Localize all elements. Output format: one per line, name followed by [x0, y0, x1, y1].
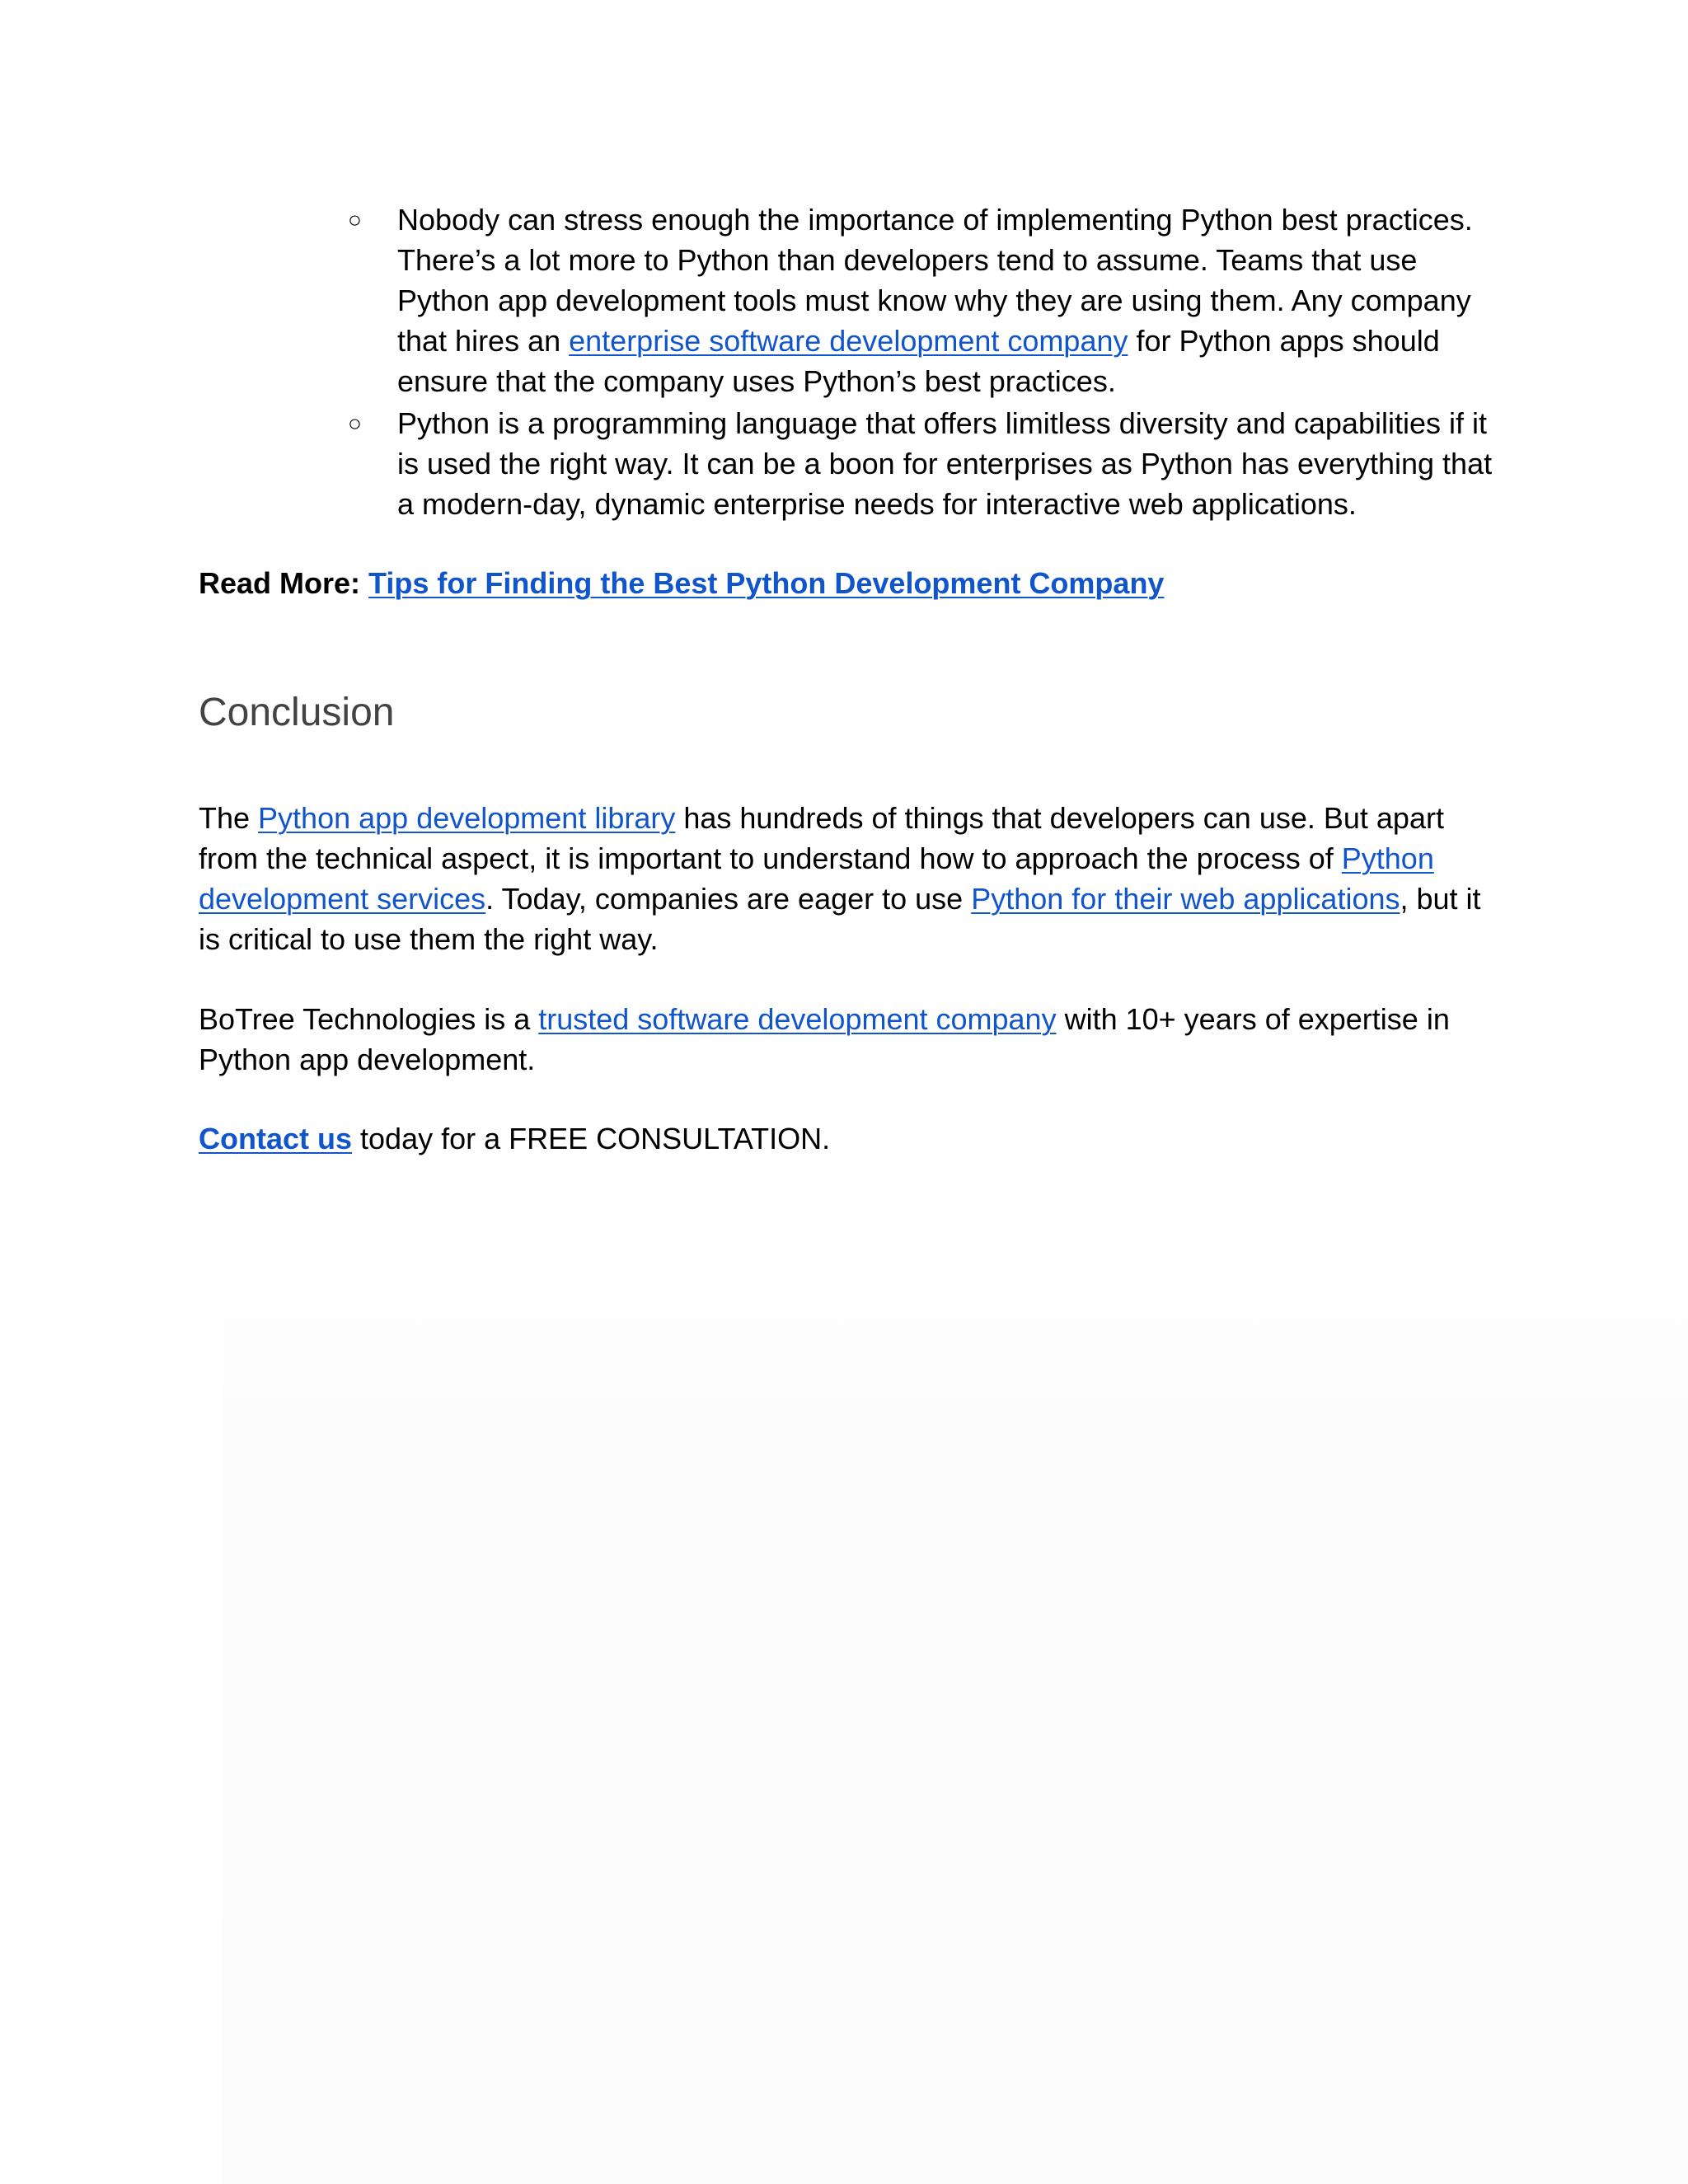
python-services-link[interactable]: Python development services: [199, 841, 1434, 916]
contact-us-link[interactable]: Contact us: [199, 1122, 353, 1155]
company-paragraph: [199, 999, 1501, 1080]
conclusion-paragraph: [199, 798, 1501, 959]
paragraph-text: . Today, companies are eager to use: [485, 882, 972, 916]
contact-paragraph: [199, 1118, 1501, 1159]
paragraph-text: , but it is critical to use them the right way.: [199, 882, 1481, 956]
enterprise-software-link[interactable]: enterprise software development company: [569, 324, 1128, 358]
page-background: [223, 1154, 1688, 2184]
bullet-text: Python is a programming language that offers limitless diversity and capabilities if it is used the right way. It can be a boon for enterprises as Python has everything that a modern-day, dynamic enterprise needs for interactive web applications.: [397, 406, 1493, 521]
trusted-company-link[interactable]: trusted software development company: [538, 1002, 1057, 1036]
section-heading: Conclusion: [199, 691, 395, 734]
python-web-apps-link[interactable]: Python for their web applications: [971, 882, 1400, 916]
bullet-list: [346, 199, 1500, 526]
paragraph-text: today for a FREE CONSULTATION.: [352, 1122, 831, 1155]
bullet-text: Nobody can stress enough the importance of implementing Python best practices. There’s a lot more to Python than developers tend to assume. Teams that use Python app development tools must know why they are using them. Any company that hires an: [397, 203, 1473, 358]
paragraph-text: BoTree Technologies is a: [199, 1002, 539, 1036]
hollow-circle-bullet-icon: ○: [348, 207, 362, 232]
bullet-text: for Python apps should ensure that the company uses Python’s best practices.: [397, 324, 1440, 398]
paragraph-text: has hundreds of things that developers can use. But apart from the technical aspect, it is important to understand how to approach the process of: [199, 801, 1444, 875]
bullet-item: [346, 403, 1500, 524]
read-more-link[interactable]: Tips for Finding the Best Python Development Company: [368, 566, 1165, 600]
paragraph-text: with 10+ years of expertise in Python app development.: [199, 1002, 1450, 1076]
read-more-line: [199, 563, 1517, 603]
bullet-item: [346, 199, 1500, 401]
hollow-circle-bullet-icon: ○: [348, 410, 362, 436]
read-more-label: Read More:: [199, 566, 369, 600]
python-library-link[interactable]: Python app development library: [258, 801, 676, 835]
paragraph-text: The: [199, 801, 259, 835]
